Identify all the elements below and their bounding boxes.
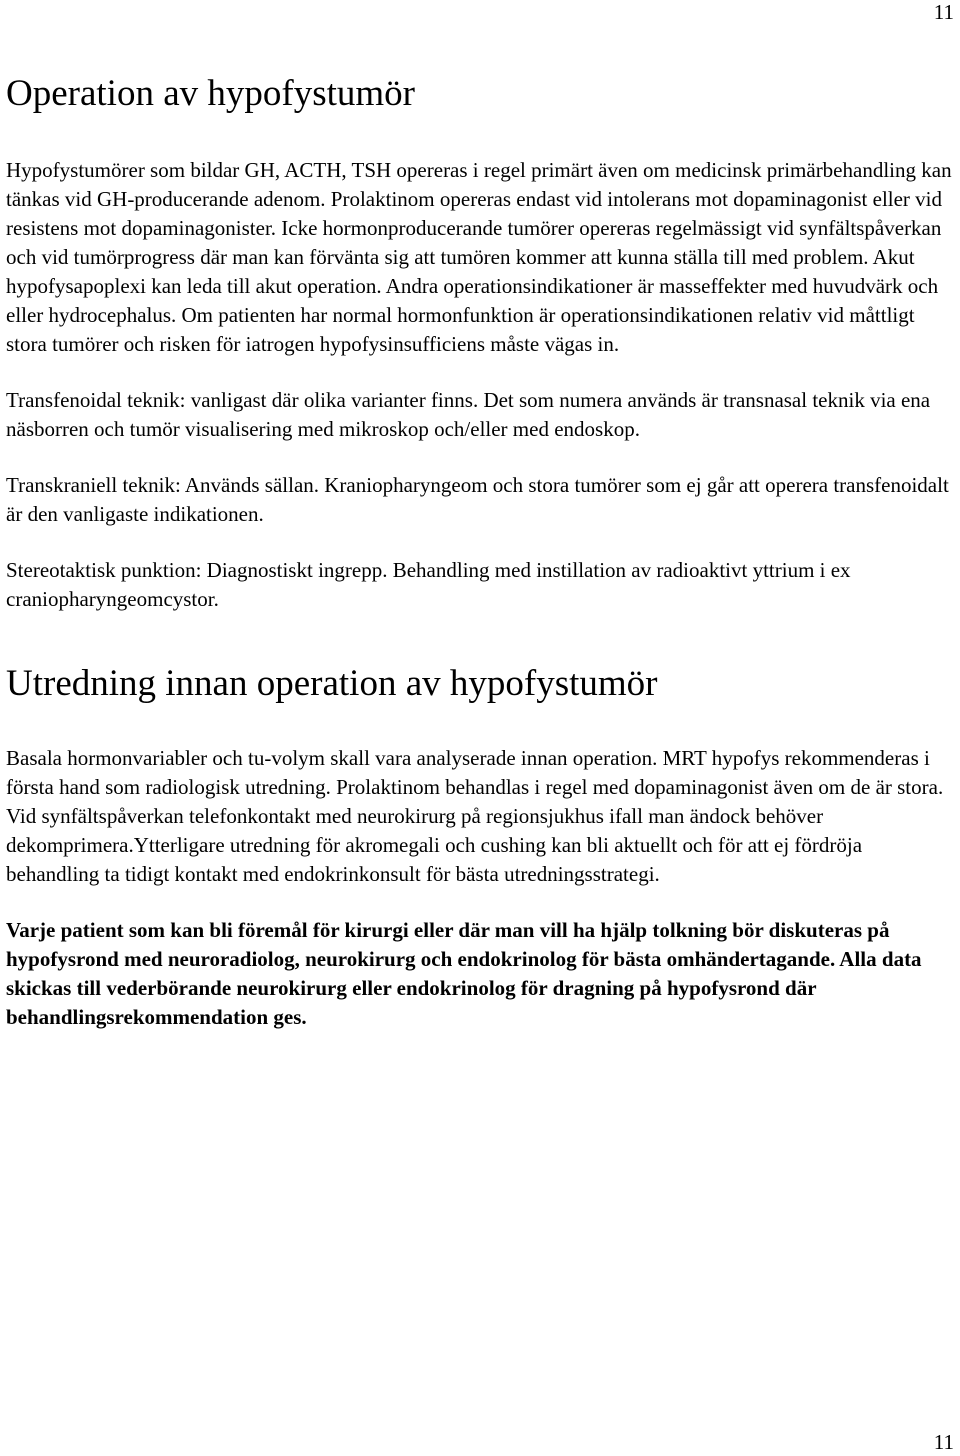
paragraph-hypofysrond: Varje patient som kan bli föremål för kirurgi eller där man vill ha hjälp tolkning bör diskuteras på hypofysrond med neuroradiolog, neurokirurg och endokrinolog för bästa omhändertagande. Alla data skickas till vederbörande neurokirurg eller endokrinolog för dragning på hypofysrond där behandlingsrekommendation ges. [6, 918, 922, 1029]
page-number-top: 11 [933, 0, 954, 24]
section-heading-utredning: Utredning innan operation av hypofystumör [6, 663, 658, 704]
document-body [6, 60, 956, 1059]
page-number-bottom: 11 [933, 1430, 954, 1454]
section-heading-operation: Operation av hypofystumör [6, 73, 415, 114]
paragraph-transfenoidal: Transfenoidal teknik: vanligast där olika varianter finns. Det som numera används är transnasal teknik via ena näsborren och tumör visualisering med mikroskop och/eller med endoskop. [6, 388, 931, 441]
paragraph-stereotaktisk: Stereotaktisk punktion: Diagnostiskt ingrepp. Behandling med instillation av radioaktivt yttrium i ex craniopharyngeomcystor. [6, 558, 851, 611]
paragraph-utredning: Basala hormonvariabler och tu-volym skall vara analyserade innan operation. MRT hypofys rekommenderas i första hand som radiologisk utredning. Prolaktinom behandlas i regel med dopaminagonist även om de är stora. Vid synfältspåverkan telefonkontakt med neurokirurg på regionsjukhus ifall man ändock behöver dekomprimera.Ytterligare utredning för akromegali och cushing kan bli aktuellt och för att ej fördröja behandling ta tidigt kontakt med endokrinkonsult för bästa utredningsstrategi. [6, 746, 944, 886]
paragraph-transkraniell: Transkraniell teknik: Används sällan. Kraniopharyngeom och stora tumörer som ej går att operera transfenoidalt är den vanligaste indikationen. [6, 473, 949, 526]
paragraph-indications: Hypofystumörer som bildar GH, ACTH, TSH opereras i regel primärt även om medicinsk primärbehandling kan tänkas vid GH-producerande adenom. Prolaktinom opereras endast vid intolerans mot dopaminagonist eller vid resistens mot dopaminagonister. Icke hormonproducerande tumörer opereras regelmässigt vid synfältspåverkan och vid tumörprogress där man kan förvänta sig att tumören kommer att kunna ställa till med problem. Akut hypofysapoplexi kan leda till akut operation. Andra operationsindikationer är masseffekter med huvudvärk och eller hydrocephalus. Om patienten har normal hormonfunktion är operationsindikationen relativ vid måttligt stora tumörer och risken för iatrogen hypofysinsufficiens måste vägas in. [6, 158, 952, 356]
